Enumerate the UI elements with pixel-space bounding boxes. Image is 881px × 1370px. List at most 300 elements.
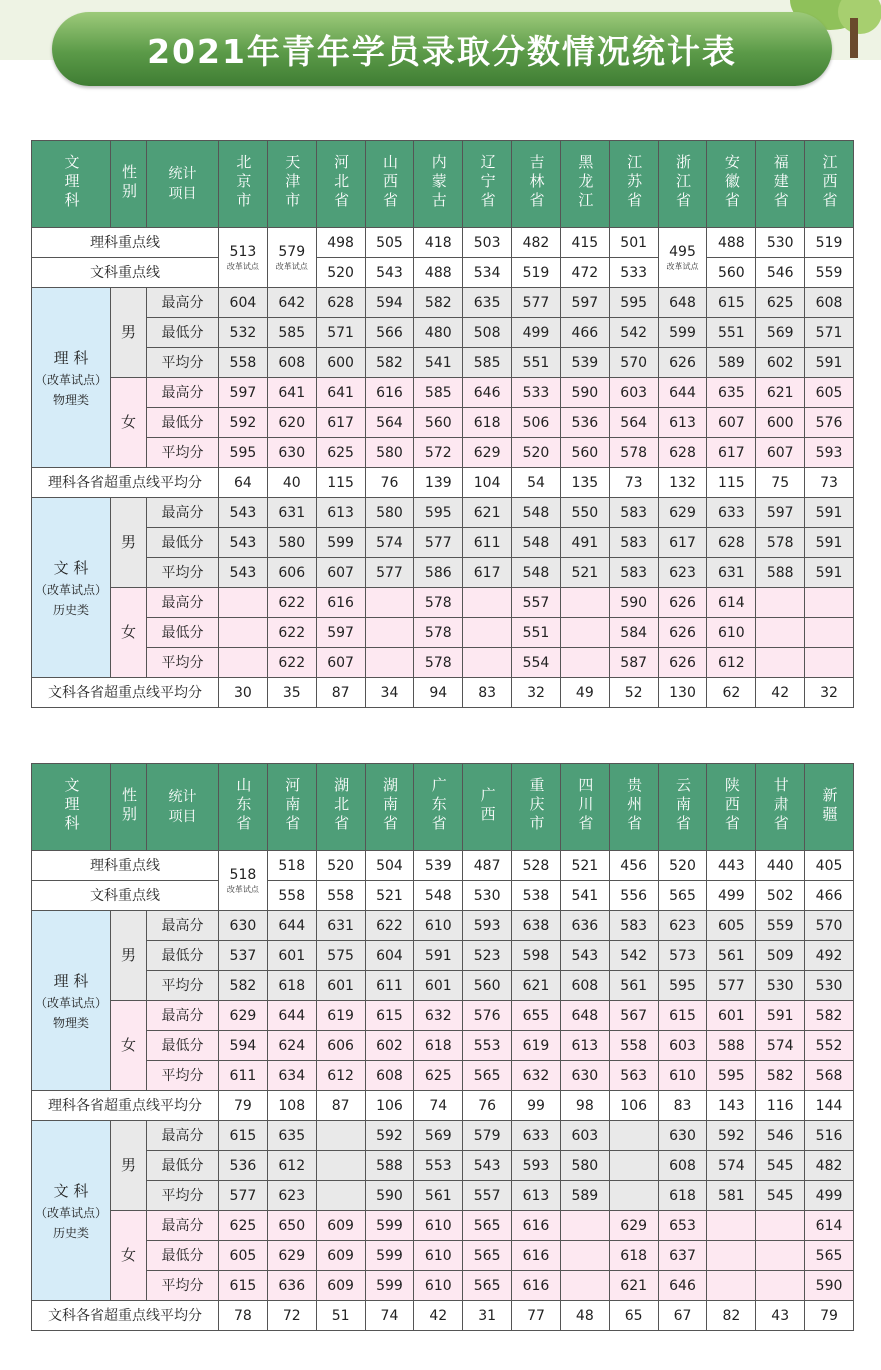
section-label-text [32,1179,110,1243]
score-cell: 622 [267,618,316,648]
score-cell: 592 [707,1121,756,1151]
score-cell: 629 [219,1001,268,1031]
score-cell: 631 [707,558,756,588]
score-cell: 613 [658,408,707,438]
score-cell: 610 [414,911,463,941]
score-cell: 572 [414,438,463,468]
score-cell: 106 [365,1091,414,1121]
reform-pilot-note: 改革试点 [226,884,259,894]
province-name: 四川省 [576,777,595,834]
score-cell: 633 [707,498,756,528]
score-cell: 578 [414,588,463,618]
score-cell: 585 [414,378,463,408]
province-header [219,141,268,228]
score-cell: 575 [316,941,365,971]
score-cell: 539 [560,348,609,378]
score-cell: 518 [267,851,316,881]
score-cell: 509 [756,941,805,971]
score-cell: 623 [658,911,707,941]
stat-label: 平均分 [147,558,219,588]
score-cell: 503 [463,228,512,258]
score-cell: 610 [707,618,756,648]
score-cell: 587 [609,648,658,678]
score-cell: 611 [219,1061,268,1091]
score-cell: 139 [414,468,463,498]
score-cell: 599 [365,1211,414,1241]
score-cell: 530 [756,228,805,258]
province-name: 江苏省 [625,154,644,211]
score-cell: 608 [365,1061,414,1091]
province-name: 浙江省 [674,154,693,211]
score-cell: 466 [560,318,609,348]
header-item [147,141,219,228]
gender-female: 女 [111,1001,147,1091]
score-cell: 591 [805,498,854,528]
score-cell: 619 [512,1031,561,1061]
row-label [32,468,219,498]
score-cell: 566 [365,318,414,348]
score-cell: 87 [316,678,365,708]
score-cell: 76 [463,1091,512,1121]
section-label-text [32,969,110,1033]
score-cell: 560 [560,438,609,468]
province-name: 山西省 [380,154,399,211]
province-header [463,141,512,228]
score-cell: 43 [756,1301,805,1331]
province-name: 吉林省 [527,154,546,211]
score-cell: 42 [756,678,805,708]
header-wenlike [32,764,111,851]
score-table-2 [31,763,854,1331]
score-cell: 67 [658,1301,707,1331]
score-cell: 488 [414,258,463,288]
score-cell [756,1211,805,1241]
score-cell: 456 [609,851,658,881]
score-cell: 616 [512,1211,561,1241]
section-title: 理 科 [53,348,89,367]
score-cell: 538 [512,881,561,911]
score-cell: 508 [463,318,512,348]
province-header [316,141,365,228]
score-cell: 548 [414,881,463,911]
score-cell: 604 [219,288,268,318]
reform-pilot-note: 改革试点 [226,261,259,271]
score-cell [756,1241,805,1271]
score-cell: 74 [414,1091,463,1121]
score-cell: 558 [609,1031,658,1061]
score-cell: 143 [707,1091,756,1121]
score-cell: 625 [756,288,805,318]
score-cell: 560 [707,258,756,288]
score-cell: 132 [658,468,707,498]
score-cell: 628 [658,438,707,468]
score-cell: 623 [267,1181,316,1211]
score-cell: 543 [365,258,414,288]
score-cell: 565 [805,1241,854,1271]
score-cell: 617 [463,558,512,588]
score-cell: 597 [219,378,268,408]
score-cell: 620 [267,408,316,438]
score-cell: 418 [414,228,463,258]
score-cell: 613 [512,1181,561,1211]
province-header [463,764,512,851]
score-cell [316,1181,365,1211]
score-cell: 625 [414,1061,463,1091]
score-cell: 557 [512,588,561,618]
score-cell [463,588,512,618]
score-cell: 595 [609,288,658,318]
stat-label: 最高分 [147,911,219,941]
score-cell: 622 [267,648,316,678]
province-name: 天津市 [283,154,302,211]
score-cell: 87 [316,1091,365,1121]
score-cell: 637 [658,1241,707,1271]
row-label [32,228,219,258]
score-cell: 558 [219,348,268,378]
score-cell: 598 [512,941,561,971]
score-cell: 612 [267,1151,316,1181]
score-cell: 564 [365,408,414,438]
score-cell: 98 [560,1091,609,1121]
score-cell: 605 [707,911,756,941]
score-cell: 650 [267,1211,316,1241]
province-header [805,764,854,851]
wen-line-row [32,881,854,911]
province-header [560,141,609,228]
score-cell: 40 [267,468,316,498]
score-cell: 548 [512,498,561,528]
score-cell: 116 [756,1091,805,1121]
li-f-min-row [32,1031,854,1061]
score-cell: 607 [707,408,756,438]
score-cell: 492 [805,941,854,971]
score-cell: 634 [267,1061,316,1091]
score-cell: 617 [316,408,365,438]
score-cell: 615 [365,1001,414,1031]
score-cell: 597 [560,288,609,318]
row-label-text: 文科重点线 [90,887,160,904]
score-cell: 32 [512,678,561,708]
score-cell: 597 [316,618,365,648]
li-m-max-row [32,288,854,318]
section-subtitle: （改革试点） [34,372,107,387]
stat-label: 最低分 [147,318,219,348]
score-cell [805,618,854,648]
score-cell: 551 [707,318,756,348]
score-cell: 613 [316,498,365,528]
header-wenlike [32,141,111,228]
score-cell: 94 [414,678,463,708]
score-cell: 607 [316,558,365,588]
score-cell [560,1211,609,1241]
province-header [512,141,561,228]
score-cell: 480 [414,318,463,348]
score-cell: 615 [219,1121,268,1151]
score-cell: 104 [463,468,512,498]
province-name: 云南省 [674,777,693,834]
score-cell: 626 [658,618,707,648]
score-cell: 577 [365,558,414,588]
gender-female: 女 [111,588,147,678]
score-cell: 521 [560,851,609,881]
score-cell: 621 [463,498,512,528]
score-cell: 605 [805,378,854,408]
province-header [756,764,805,851]
reform-pilot-note: 改革试点 [666,261,699,271]
score-cell: 443 [707,851,756,881]
section-title: 文 科 [53,558,89,577]
wen-over-row [32,678,854,708]
score-cell: 551 [512,348,561,378]
score-cell: 631 [316,911,365,941]
score-cell: 611 [463,528,512,558]
score-cell: 594 [365,288,414,318]
gender-male: 男 [111,1121,147,1211]
score-cell: 591 [805,528,854,558]
province-name: 辽宁省 [478,154,497,211]
score-cell: 577 [414,528,463,558]
province-header [316,764,365,851]
row-label-text: 理科各省超重点线平均分 [48,1097,202,1114]
score-cell [219,588,268,618]
score-cell: 614 [805,1211,854,1241]
score-cell: 559 [805,258,854,288]
score-cell: 635 [707,378,756,408]
score-cell: 603 [609,378,658,408]
stat-label: 平均分 [147,1061,219,1091]
score-value: 579 [278,243,306,260]
score-cell [609,1121,658,1151]
score-cell [756,588,805,618]
score-cell: 506 [512,408,561,438]
score-cell: 642 [267,288,316,318]
score-cell: 621 [512,971,561,1001]
score-cell: 589 [560,1181,609,1211]
score-cell [560,1241,609,1271]
score-cell: 82 [707,1301,756,1331]
score-cell: 616 [512,1271,561,1301]
score-cell: 405 [805,851,854,881]
score-cell: 591 [805,348,854,378]
score-cell: 629 [267,1241,316,1271]
score-cell: 504 [365,851,414,881]
header-wenlike-label: 文理科 [62,154,81,211]
header-gender [111,141,147,228]
score-cell: 482 [512,228,561,258]
score-cell: 561 [609,971,658,1001]
section-subtitle: （改革试点） [34,582,107,597]
score-cell [365,618,414,648]
li-m-avg-row [32,348,854,378]
score-cell: 617 [707,438,756,468]
score-cell: 583 [609,498,658,528]
score-cell [560,1271,609,1301]
score-cell: 35 [267,678,316,708]
stat-label: 最高分 [147,1211,219,1241]
score-cell: 472 [560,258,609,288]
province-name: 北京市 [234,154,253,211]
score-cell: 561 [707,941,756,971]
row-label [32,678,219,708]
score-cell: 589 [707,348,756,378]
score-cell: 580 [365,498,414,528]
section-category: 物理类 [52,392,89,407]
score-cell: 582 [805,1001,854,1031]
stat-label: 最低分 [147,1241,219,1271]
row-label [32,881,219,911]
score-cell: 34 [365,678,414,708]
row-label-text: 理科各省超重点线平均分 [48,474,202,491]
score-cell: 625 [219,1211,268,1241]
score-cell: 644 [267,1001,316,1031]
score-cell: 30 [219,678,268,708]
score-cell: 108 [267,1091,316,1121]
score-cell: 590 [560,378,609,408]
score-cell: 579 [463,1121,512,1151]
score-cell: 520 [658,851,707,881]
score-cell: 636 [267,1271,316,1301]
province-name: 陕西省 [722,777,741,834]
row-label [32,851,219,881]
score-cell: 618 [414,1031,463,1061]
score-cell: 545 [756,1151,805,1181]
score-cell [805,648,854,678]
score-cell: 615 [658,1001,707,1031]
score-cell: 578 [414,618,463,648]
score-cell: 616 [365,378,414,408]
score-cell: 78 [219,1301,268,1331]
score-cell: 631 [267,498,316,528]
province-name: 湖南省 [380,777,399,834]
score-cell: 48 [560,1301,609,1331]
wen-f-avg-row [32,648,854,678]
score-cell: 584 [609,618,658,648]
header-row [32,764,854,851]
score-cell: 76 [365,468,414,498]
score-cell: 501 [609,228,658,258]
stat-label: 最高分 [147,378,219,408]
score-cell [316,1151,365,1181]
score-cell: 610 [414,1241,463,1271]
li-m-max-row [32,911,854,941]
stat-label: 平均分 [147,648,219,678]
score-cell: 532 [219,318,268,348]
wen-m-min-row [32,1151,854,1181]
score-cell: 582 [219,971,268,1001]
score-cell: 592 [365,1121,414,1151]
wen-m-avg-row [32,1181,854,1211]
score-cell: 635 [463,288,512,318]
score-cell: 568 [805,1061,854,1091]
score-cell: 591 [414,941,463,971]
stat-label: 平均分 [147,1181,219,1211]
score-cell [365,588,414,618]
score-cell: 565 [463,1241,512,1271]
score-cell: 541 [560,881,609,911]
section-label [32,498,111,678]
score-cell: 590 [365,1181,414,1211]
header-item-label: 统计项目 [168,166,197,202]
score-cell: 580 [560,1151,609,1181]
score-cell: 542 [609,318,658,348]
gender-male: 男 [111,911,147,1001]
score-cell-merged [219,851,268,911]
score-cell: 582 [756,1061,805,1091]
score-cell: 629 [609,1211,658,1241]
score-cell: 560 [414,408,463,438]
score-cell: 628 [707,528,756,558]
score-cell: 537 [219,941,268,971]
score-cell: 79 [805,1301,854,1331]
score-cell: 548 [512,558,561,588]
province-name: 重庆市 [527,777,546,834]
wen-f-max-row [32,1211,854,1241]
stat-label: 平均分 [147,971,219,1001]
score-cell: 130 [658,678,707,708]
header-gender-label: 性别 [120,786,138,825]
score-cell: 556 [609,881,658,911]
wen-f-min-row [32,618,854,648]
wen-m-max-row [32,1121,854,1151]
score-cell: 574 [365,528,414,558]
score-cell: 608 [267,348,316,378]
score-cell: 616 [316,588,365,618]
score-cell: 487 [463,851,512,881]
score-cell: 636 [560,911,609,941]
score-cell: 559 [756,911,805,941]
score-cell: 534 [463,258,512,288]
score-cell: 563 [609,1061,658,1091]
section-subtitle: （改革试点） [34,995,107,1010]
gender-female: 女 [111,1211,147,1301]
score-cell: 557 [463,1181,512,1211]
page-title: 2021年青年学员录取分数情况统计表 [52,12,832,86]
score-cell: 617 [658,528,707,558]
score-cell: 613 [560,1031,609,1061]
score-cell: 553 [463,1031,512,1061]
score-cell: 99 [512,1091,561,1121]
score-cell: 482 [805,1151,854,1181]
score-cell: 440 [756,851,805,881]
score-cell: 600 [756,408,805,438]
score-cell: 64 [219,468,268,498]
li-f-max-row [32,1001,854,1031]
score-cell: 83 [658,1091,707,1121]
score-cell: 499 [512,318,561,348]
score-cell: 521 [365,881,414,911]
score-cell: 573 [658,941,707,971]
section-label-text [32,556,110,620]
score-cell [219,648,268,678]
score-cell [365,648,414,678]
score-cell: 583 [609,911,658,941]
score-value: 495 [669,243,696,260]
reform-pilot-note: 改革试点 [275,261,308,271]
score-cell: 548 [512,528,561,558]
score-cell: 599 [365,1271,414,1301]
score-cell: 606 [316,1031,365,1061]
score-cell: 571 [316,318,365,348]
score-cell: 582 [414,288,463,318]
section-title: 文 科 [53,1181,89,1200]
score-cell: 115 [707,468,756,498]
score-cell: 611 [365,971,414,1001]
li-line-row [32,851,854,881]
province-name: 山东省 [234,777,253,834]
score-cell: 621 [756,378,805,408]
section-subtitle: （改革试点） [34,1205,107,1220]
row-label-text: 理科重点线 [90,857,160,874]
